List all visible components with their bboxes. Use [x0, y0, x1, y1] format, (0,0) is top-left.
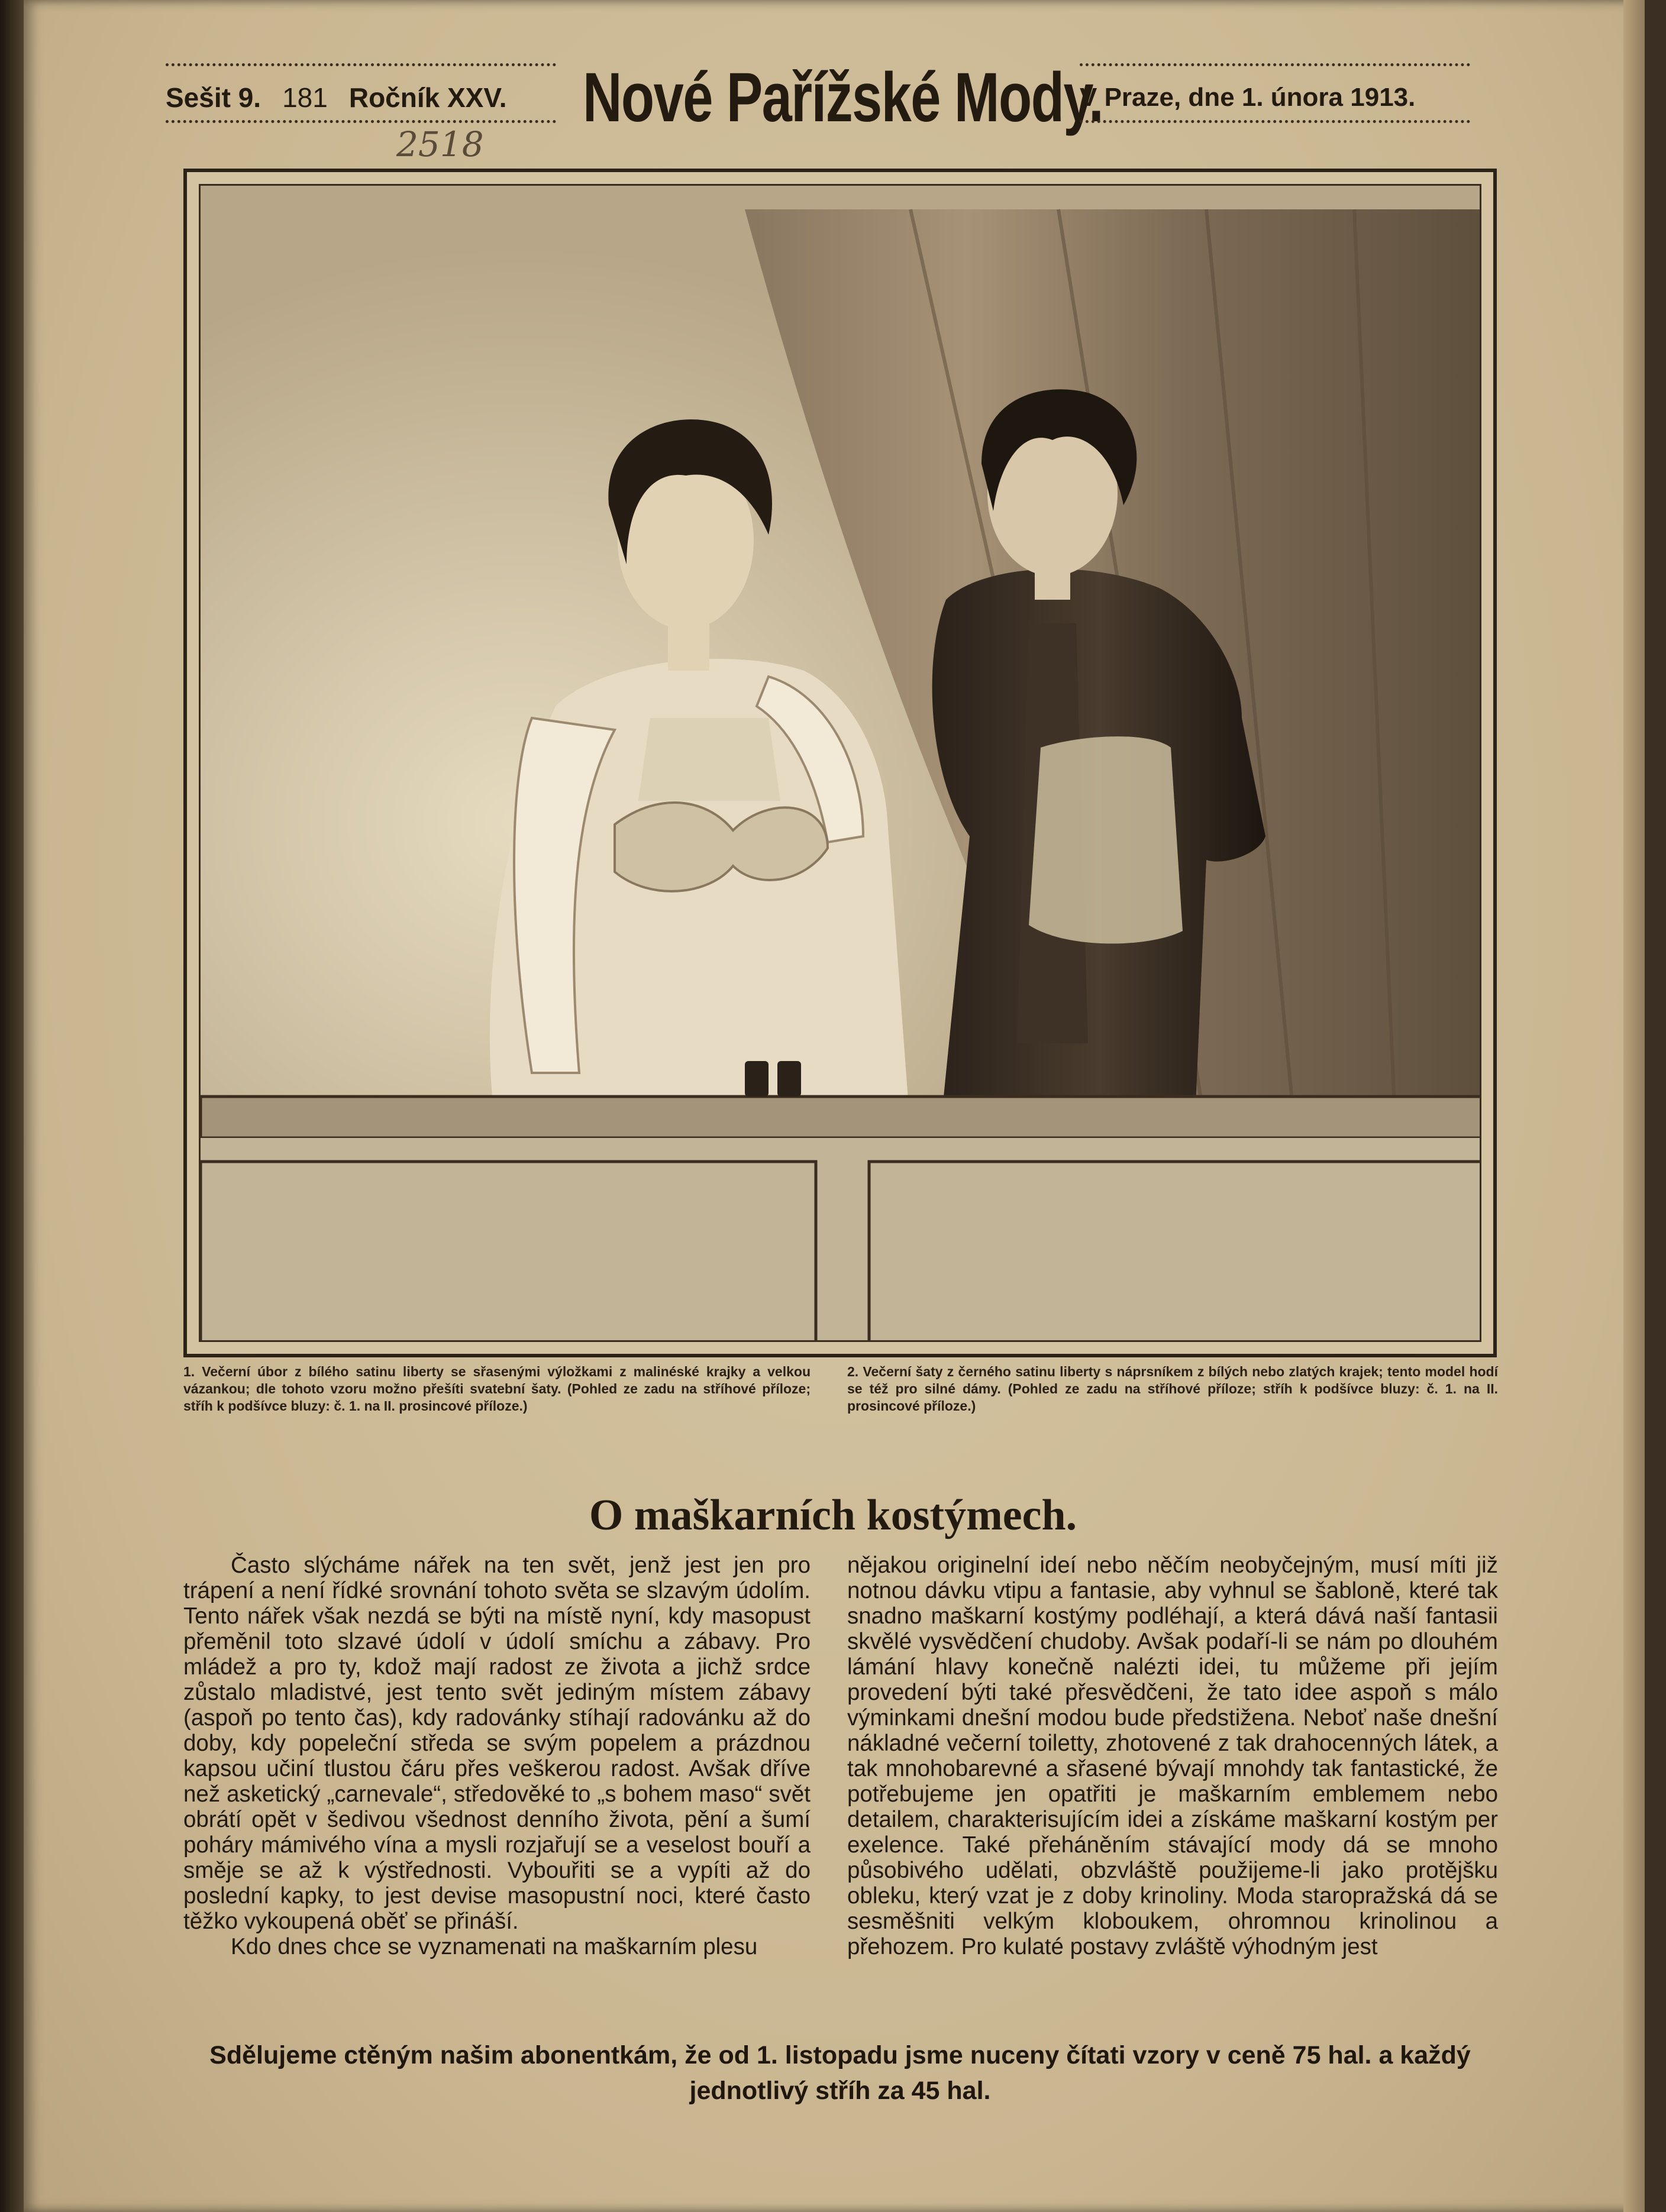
illustration-drawing: [201, 186, 1481, 1342]
dotted-rule: [166, 63, 556, 71]
article-column-right: [847, 1553, 1498, 2032]
fashion-illustration: [183, 169, 1497, 1357]
masthead: [166, 56, 1467, 145]
volume-number: Ročník XXV.: [348, 82, 507, 113]
balcony-rail: [201, 1097, 1481, 1138]
article-title: O maškarních kostýmech.: [589, 1491, 1077, 1540]
page-edge: [1623, 0, 1645, 2212]
illustration-caption-2: 2. Večerní šaty z černého satinu liberty s náprsníkem z bílých nebo zlatých krajek; tento model hodí se též pro silné dámy. (Pohled ze zadu na stříhové příloze; stříh k podšívce bluzy: č. 1. na II. prosincové příloze.): [847, 1364, 1498, 1414]
issue-date: V Praze, dne 1. února 1913.: [1080, 83, 1416, 112]
paragraph: Často slýcháme nářek na ten svět, jenž jest jen pro trápení a není řídké srovnání tohoto světa se slzavým údolím. Tento nářek však nezdá se býti na místě nyní, kdy masopust přeměnil toto slzavé údolí v údolí smíchu a zábavy. Pro mládež a pro ty, kdož mají radost ze života a jichž srdce zůstalo mladistvé, jest tento svět jediným místem zábavy (aspoň po tento čas), kdy radovánky stíhají radovánku až do doby, kdy popeleční středa se svým popelem a prázdnou kapsou učiní tlustou čáru přes veškerou radost. Avšak dříve než asketický „carnevale“, středověké to „s bohem maso“ svět obrátí opět v šedivou všednost denního života, pění a šumí poháry mámivého vína a mysli rozjařují se a veselost bouří a směje se až k výstřednosti. Vybouřiti se a vypíti až do poslední kapky, to jest devise masopustní noci, které často těžko vykoupená oběť se přináší.: [183, 1553, 811, 1934]
dotted-rule: [1080, 63, 1470, 71]
subscriber-notice: Sdělujeme ctěným našim abonentkám, že od 1. listopadu jsme nuceny čítati vzory v ceně 75 hal. a každý jednotlivý stříh za 45 hal.: [209, 2041, 1471, 2105]
publication-title: Nové Pařížské Mody.: [583, 59, 1103, 137]
illustration-caption-1: 1. Večerní úbor z bílého satinu liberty se sřasenými výložkami z malinéské krajky a velkou vázankou; dle tohoto vzoru možno přešíti svatební šaty. (Pohled ze zadu na stříhové příloze; stříh k podšívce bluzy: č. 1. na II. prosincové příloze.): [183, 1364, 811, 1414]
balcony-front: [201, 1138, 1481, 1342]
paragraph: Kdo dnes chce se vyznamenati na maškarním plesu: [231, 1934, 758, 1959]
paragraph: nějakou originelní ideí nebo něčím neobyčejným, musí míti již notnou dávku vtipu a fantasie, aby vyhnul se šabloně, které tak snadno maškarní kostýmy podléhají, a která dává naší fantasii skvělé vysvědčení chudoby. Avšak podaří-li se nám po dlouhém lámání hlavy konečně nalézti idei, tu můžeme při jejím provedení býti také přesvědčeni, že tato idee aspoň s málo výminkami dnešní modou bude předstižena. Neboť naše dnešní nákladné večerní toiletty, zhotovené z tak drahocenných látek, a tak mnohobarevné a sřasené bývají mnohdy tak fantastické, že potřebujeme jen opatřiti je maškarním emblemem nebo detailem, charakterisujícím idei a získáme maškarní kostým per exelence. Také přeháněním stávající mody dá se mnoho působivého udělati, obzvláště použijeme-li jako protějšku obleku, který vzat je z doby krinoliny. Moda staropražská dá se sesměšniti velkým kloboukem, ohromnou krinolinou a přehozem. Pro kulaté postavy zvláště výhodným jest: [847, 1553, 1498, 1959]
article-column-left: [183, 1553, 811, 2032]
illustration-frame: [199, 184, 1481, 1342]
issue-info: [166, 74, 556, 121]
handwritten-note: 2518: [396, 124, 484, 164]
running-number: 181: [282, 82, 328, 113]
issue-number: Sešit 9.: [166, 82, 261, 113]
